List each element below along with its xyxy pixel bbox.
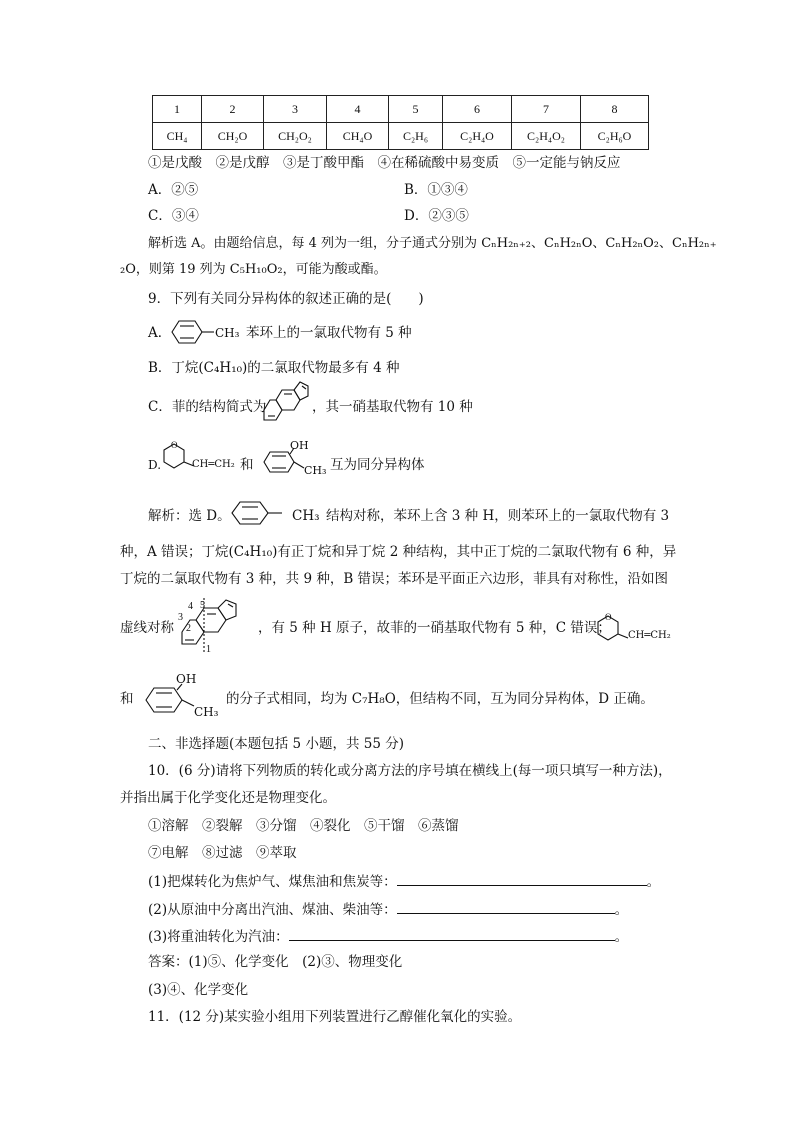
q9-analysis-line2: 种，A 错误；丁烷(C₄H₁₀)有正丁烷和异丁烷 2 种结构，其中正丁烷的二氯取代物有 6 种，异 (120, 544, 677, 560)
q10-sub3 (148, 926, 628, 946)
phen-label: 1 (206, 644, 211, 655)
q9-analysis-prefix: 解析：选 D。 (148, 508, 231, 524)
q9-analysis-line5: 的分子式相同，均为 C₇H₈O，但结构不同，互为同分异构体，D 正确。 (226, 691, 654, 707)
q9-analysis-ch3: CH₃ (292, 508, 320, 524)
q10-sub1-period: 。 (646, 874, 661, 890)
phenanthrene-numbered-structure (174, 598, 254, 654)
table-cell: C₂H₄O₂ (512, 123, 581, 150)
table-cell: 7 (512, 96, 581, 123)
q9-option-c-text: ，其一硝基取代物有 10 种 (312, 399, 473, 415)
q9-analysis-and: 和 (120, 691, 134, 707)
table-cell: 8 (581, 96, 649, 123)
q8-analysis-line2: ₂O，则第 19 列为 C₅H₁₀O₂，可能为酸或酯。 (120, 262, 387, 277)
table-cell: CH₄ (153, 123, 202, 150)
toluene-structure-analysis (230, 499, 300, 529)
q9-option-a-ch3: CH₃ (215, 326, 240, 340)
q10-sub2-blank[interactable] (397, 899, 615, 914)
table-cell: 5 (389, 96, 443, 123)
table-formula-row (153, 123, 649, 150)
q9-option-a-text: 苯环上的一氯取代物有 5 种 (246, 325, 412, 341)
q9-stem: 9．下列有关同分异构体的叙述正确的是( ) (148, 291, 424, 307)
q10-sub1-label: (1)把煤转化为焦炉气、煤焦油和焦炭等： (148, 874, 397, 890)
q8-statements: ①是戊酸 ②是戊醇 ③是丁酸甲酯 ④在稀硫酸中易变质 ⑤一定能与钠反应 (148, 155, 621, 171)
phen-label: 4 (188, 601, 193, 612)
q10-stem-line2: 并指出属于化学变化还是物理变化。 (120, 790, 336, 806)
q10-sub2-label: (2)从原油中分离出汽油、煤油、柴油等： (148, 902, 397, 918)
q8-option-b: B．①③④ (404, 182, 468, 198)
q10-methods-line2: ⑦电解 ⑧过滤 ⑨萃取 (148, 845, 297, 861)
q9-analysis-line4-start: 虚线对称 (120, 620, 174, 636)
q9-option-d-text: 互为同分异构体 (330, 457, 425, 473)
table-cell: C₂H₄O (443, 123, 512, 150)
q10-answer-line2: (3)④、化学变化 (148, 982, 249, 998)
table-header-row (153, 96, 649, 123)
q10-answer-line1: 答案：(1)⑤、化学变化 (2)③、物理变化 (148, 954, 403, 970)
table-cell: 2 (202, 96, 264, 123)
q10-sub3-blank[interactable] (289, 926, 615, 941)
q9-option-c-prefix: C．菲的结构简式为 (148, 399, 267, 415)
q9-option-b: B．丁烷(C₄H₁₀)的二氯取代物最多有 4 种 (148, 360, 400, 376)
phenanthrene-structure (262, 382, 312, 426)
q10-sub2-period: 。 (614, 902, 629, 918)
q9-analysis-line3: 丁烷的二氯取代物有 3 种，共 9 种，B 错误；苯环是平面正六边形，菲具有对称性，沿如图 (120, 571, 669, 587)
table-cell: 6 (443, 96, 512, 123)
phen-label: 2 (186, 623, 191, 634)
q9-option-d-prefix: D. (148, 458, 162, 472)
q9-analysis-line1: 结构对称，苯环上含 3 种 H，则苯环上的一氯取代物有 3 (326, 508, 670, 524)
q9-analysis-vinyl: CH═CH₂ (628, 630, 671, 641)
q10-methods-line1: ①溶解 ②裂解 ③分馏 ④裂化 ⑤干馏 ⑥蒸馏 (148, 818, 459, 834)
table-cell: CH₂O (202, 123, 264, 150)
q9-analysis-ch3b: CH₃ (194, 705, 219, 719)
q10-sub3-label: (3)将重油转化为汽油： (148, 929, 289, 945)
q9-option-d-ch3: CH₃ (304, 464, 327, 477)
q11-stem: 11．(12 分)某实验小组用下列装置进行乙醇催化氧化的实验。 (148, 1009, 522, 1025)
table-cell: 3 (264, 96, 327, 123)
sequence-table (152, 95, 649, 150)
q8-analysis-line1: 解析选 A。由题给信息，每 4 列为一组，分子通式分别为 CₙH₂ₙ₊₂、CₙH₂ₙO、CₙH₂ₙO₂、CₙH₂ₙ₊ (148, 236, 717, 251)
q8-option-c: C．③④ (148, 208, 199, 224)
q9-option-d-oh: OH (290, 439, 309, 452)
q9-option-a-prefix: A． (148, 325, 172, 341)
table-cell: C₂H₆O (581, 123, 649, 150)
svg-text:O: O (605, 612, 612, 622)
table-cell: CH₂O₂ (264, 123, 327, 150)
q10-sub2 (148, 899, 628, 919)
q9-option-d-vinyl: CH═CH₂ (192, 459, 235, 470)
phen-label: 3 (178, 612, 183, 623)
q9-analysis-line4-end: ，有 5 种 H 原子，故菲的一硝基取代物有 5 种，C 错误； (258, 620, 611, 636)
phen-label: 5 (200, 600, 205, 611)
table-cell: 1 (153, 96, 202, 123)
svg-text:O: O (171, 440, 178, 450)
q9-analysis-oh: OH (176, 672, 197, 686)
table-cell: 4 (327, 96, 389, 123)
q8-option-a: A．②⑤ (148, 182, 199, 198)
q8-option-d: D．②③⑤ (404, 208, 469, 224)
q10-sub3-period: 。 (614, 929, 629, 945)
table-cell: CH₄O (327, 123, 389, 150)
q9-option-d-and: 和 (240, 457, 254, 473)
section-heading: 二、非选择题(本题包括 5 小题，共 55 分) (148, 736, 404, 752)
table-cell: C₂H₆ (389, 123, 443, 150)
q10-sub1 (148, 871, 660, 891)
q10-stem-line1: 10．(6 分)请将下列物质的转化或分离方法的序号填在横线上(每一项只填写一种方法)， (148, 763, 672, 779)
q10-sub1-blank[interactable] (397, 871, 647, 886)
